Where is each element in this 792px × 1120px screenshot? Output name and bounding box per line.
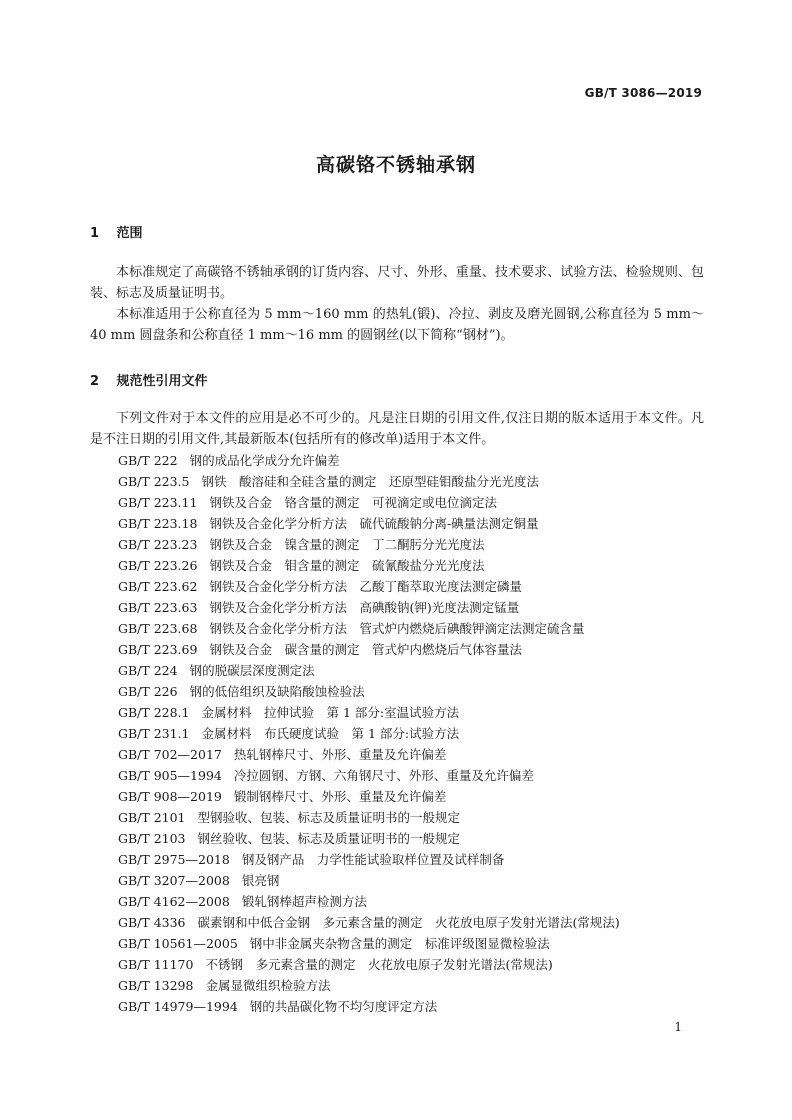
reference-item [118, 450, 620, 471]
reference-item [118, 576, 620, 597]
reference-code: GB/T 223.68 [118, 621, 198, 636]
reference-item [118, 681, 620, 702]
reference-item [118, 660, 620, 681]
reference-item [118, 828, 620, 849]
reference-code: GB/T 228.1 [118, 705, 190, 720]
reference-item [118, 870, 620, 891]
reference-title: 热轧钢棒尺寸、外形、重量及允许偏差 [233, 747, 447, 762]
reference-title: 金属材料 拉伸试验 第 1 部分:室温试验方法 [201, 705, 460, 720]
reference-item [118, 975, 620, 996]
reference-title: 锻制钢棒尺寸、外形、重量及允许偏差 [233, 789, 447, 804]
reference-code: GB/T 702—2017 [118, 747, 222, 762]
section-heading-scope [90, 222, 143, 241]
reference-title: 钢的共晶碳化物不均匀度评定方法 [249, 999, 438, 1014]
reference-title: 钢铁及合金 碳含量的测定 管式炉内燃烧后气体容量法 [209, 642, 522, 657]
reference-code: GB/T 2103 [118, 831, 186, 846]
reference-title: 钢铁及合金 镍含量的测定 丁二酮肟分光光度法 [209, 537, 485, 552]
reference-list [118, 450, 620, 1017]
reference-item [118, 765, 620, 786]
reference-code: GB/T 223.18 [118, 516, 198, 531]
scope-paragraph-1: 本标准规定了高碳铬不锈轴承钢的订货内容、尺寸、外形、重量、技术要求、试验方法、检验规则、包装、标志及质量证明书。 [90, 265, 704, 301]
reference-code: GB/T 908—2019 [118, 789, 222, 804]
reference-item [118, 702, 620, 723]
reference-title: 锻轧钢棒超声检测方法 [241, 894, 367, 909]
reference-title: 钢铁及合金 铬含量的测定 可视滴定或电位滴定法 [209, 495, 497, 510]
reference-item [118, 996, 620, 1017]
section-title: 规范性引用文件 [116, 374, 208, 389]
references-intro: 下列文件对于本文件的应用是必不可少的。凡是注日期的引用文件,仅注日期的版本适用于本文件。凡是不注日期的引用文件,其最新版本(包括所有的修改单)适用于本文件。 [90, 411, 704, 447]
reference-code: GB/T 231.1 [118, 726, 190, 741]
reference-title: 钢铁 酸溶硅和全硅含量的测定 还原型硅钼酸盐分光光度法 [201, 474, 539, 489]
reference-title: 钢的脱碳层深度测定法 [189, 663, 315, 678]
reference-item [118, 471, 620, 492]
reference-title: 钢铁及合金化学分析方法 乙酸丁酯萃取光度法测定磷量 [209, 579, 522, 594]
reference-title: 钢铁及合金化学分析方法 硫代硫酸钠分离-碘量法测定铜量 [209, 516, 539, 531]
reference-item [118, 912, 620, 933]
reference-code: GB/T 11170 [118, 957, 194, 972]
reference-code: GB/T 223.63 [118, 600, 198, 615]
reference-code: GB/T 223.62 [118, 579, 198, 594]
reference-title: 金属材料 布氏硬度试验 第 1 部分:试验方法 [201, 726, 460, 741]
reference-title: 冷拉圆钢、方钢、六角钢尺寸、外形、重量及允许偏差 [233, 768, 534, 783]
section-number: 1 [90, 226, 100, 241]
reference-title: 钢铁及合金 钼含量的测定 硫氰酸盐分光光度法 [209, 558, 485, 573]
standard-code: GB/T 3086—2019 [584, 86, 702, 100]
reference-item [118, 807, 620, 828]
document-title: 高碳铬不锈轴承钢 [315, 154, 476, 176]
reference-item [118, 639, 620, 660]
reference-item [118, 786, 620, 807]
reference-code: GB/T 13298 [118, 978, 194, 993]
reference-code: GB/T 2101 [118, 810, 186, 825]
reference-code: GB/T 905—1994 [118, 768, 222, 783]
reference-title: 银亮钢 [241, 873, 280, 888]
reference-code: GB/T 4336 [118, 915, 186, 930]
reference-code: GB/T 222 [118, 453, 178, 468]
reference-item [118, 618, 620, 639]
page-number: 1 [674, 1020, 682, 1034]
reference-code: GB/T 223.23 [118, 537, 198, 552]
reference-title: 不锈钢 多元素含量的测定 火花放电原子发射光谱法(常规法) [205, 957, 553, 972]
reference-title: 钢中非金属夹杂物含量的测定 标准评级图显微检验法 [249, 936, 550, 951]
reference-title: 钢的低倍组织及缺陷酸蚀检验法 [189, 684, 365, 699]
reference-code: GB/T 2975—2018 [118, 852, 230, 867]
reference-title: 钢铁及合金化学分析方法 管式炉内燃烧后碘酸钾滴定法测定硫含量 [209, 621, 585, 636]
reference-item [118, 723, 620, 744]
reference-item [118, 933, 620, 954]
reference-item [118, 597, 620, 618]
reference-code: GB/T 226 [118, 684, 178, 699]
reference-title: 碳素钢和中低合金钢 多元素含量的测定 火花放电原子发射光谱法(常规法) [197, 915, 620, 930]
scope-paragraph-2: 本标准适用于公称直径为 5 mm～160 mm 的热轧(锻)、冷拉、剥皮及磨光圆钢,公称直径为 5 mm～40 mm 圆盘条和公称直径 1 mm～16 mm 的圆钢丝(以下简称“钢材”)。 [90, 307, 704, 343]
reference-item [118, 492, 620, 513]
reference-code: GB/T 224 [118, 663, 178, 678]
reference-item [118, 891, 620, 912]
reference-item [118, 744, 620, 765]
reference-code: GB/T 223.26 [118, 558, 198, 573]
reference-item [118, 954, 620, 975]
reference-title: 钢铁及合金化学分析方法 高碘酸钠(钾)光度法测定锰量 [209, 600, 520, 615]
reference-code: GB/T 4162—2008 [118, 894, 230, 909]
section-number: 2 [90, 374, 100, 389]
section-heading-normative-references [90, 370, 208, 389]
reference-item [118, 555, 620, 576]
reference-title: 型钢验收、包装、标志及质量证明书的一般规定 [197, 810, 461, 825]
reference-code: GB/T 10561—2005 [118, 936, 238, 951]
reference-title: 钢及钢产品 力学性能试验取样位置及试样制备 [241, 852, 505, 867]
reference-code: GB/T 3207—2008 [118, 873, 230, 888]
reference-code: GB/T 223.11 [118, 495, 198, 510]
reference-title: 钢的成品化学成分允许偏差 [189, 453, 340, 468]
reference-title: 金属显微组织检验方法 [205, 978, 331, 993]
reference-item [118, 849, 620, 870]
reference-code: GB/T 223.69 [118, 642, 198, 657]
reference-code: GB/T 14979—1994 [118, 999, 238, 1014]
reference-item [118, 534, 620, 555]
reference-item [118, 513, 620, 534]
reference-title: 钢丝验收、包装、标志及质量证明书的一般规定 [197, 831, 461, 846]
section-title: 范围 [116, 226, 143, 241]
reference-code: GB/T 223.5 [118, 474, 190, 489]
